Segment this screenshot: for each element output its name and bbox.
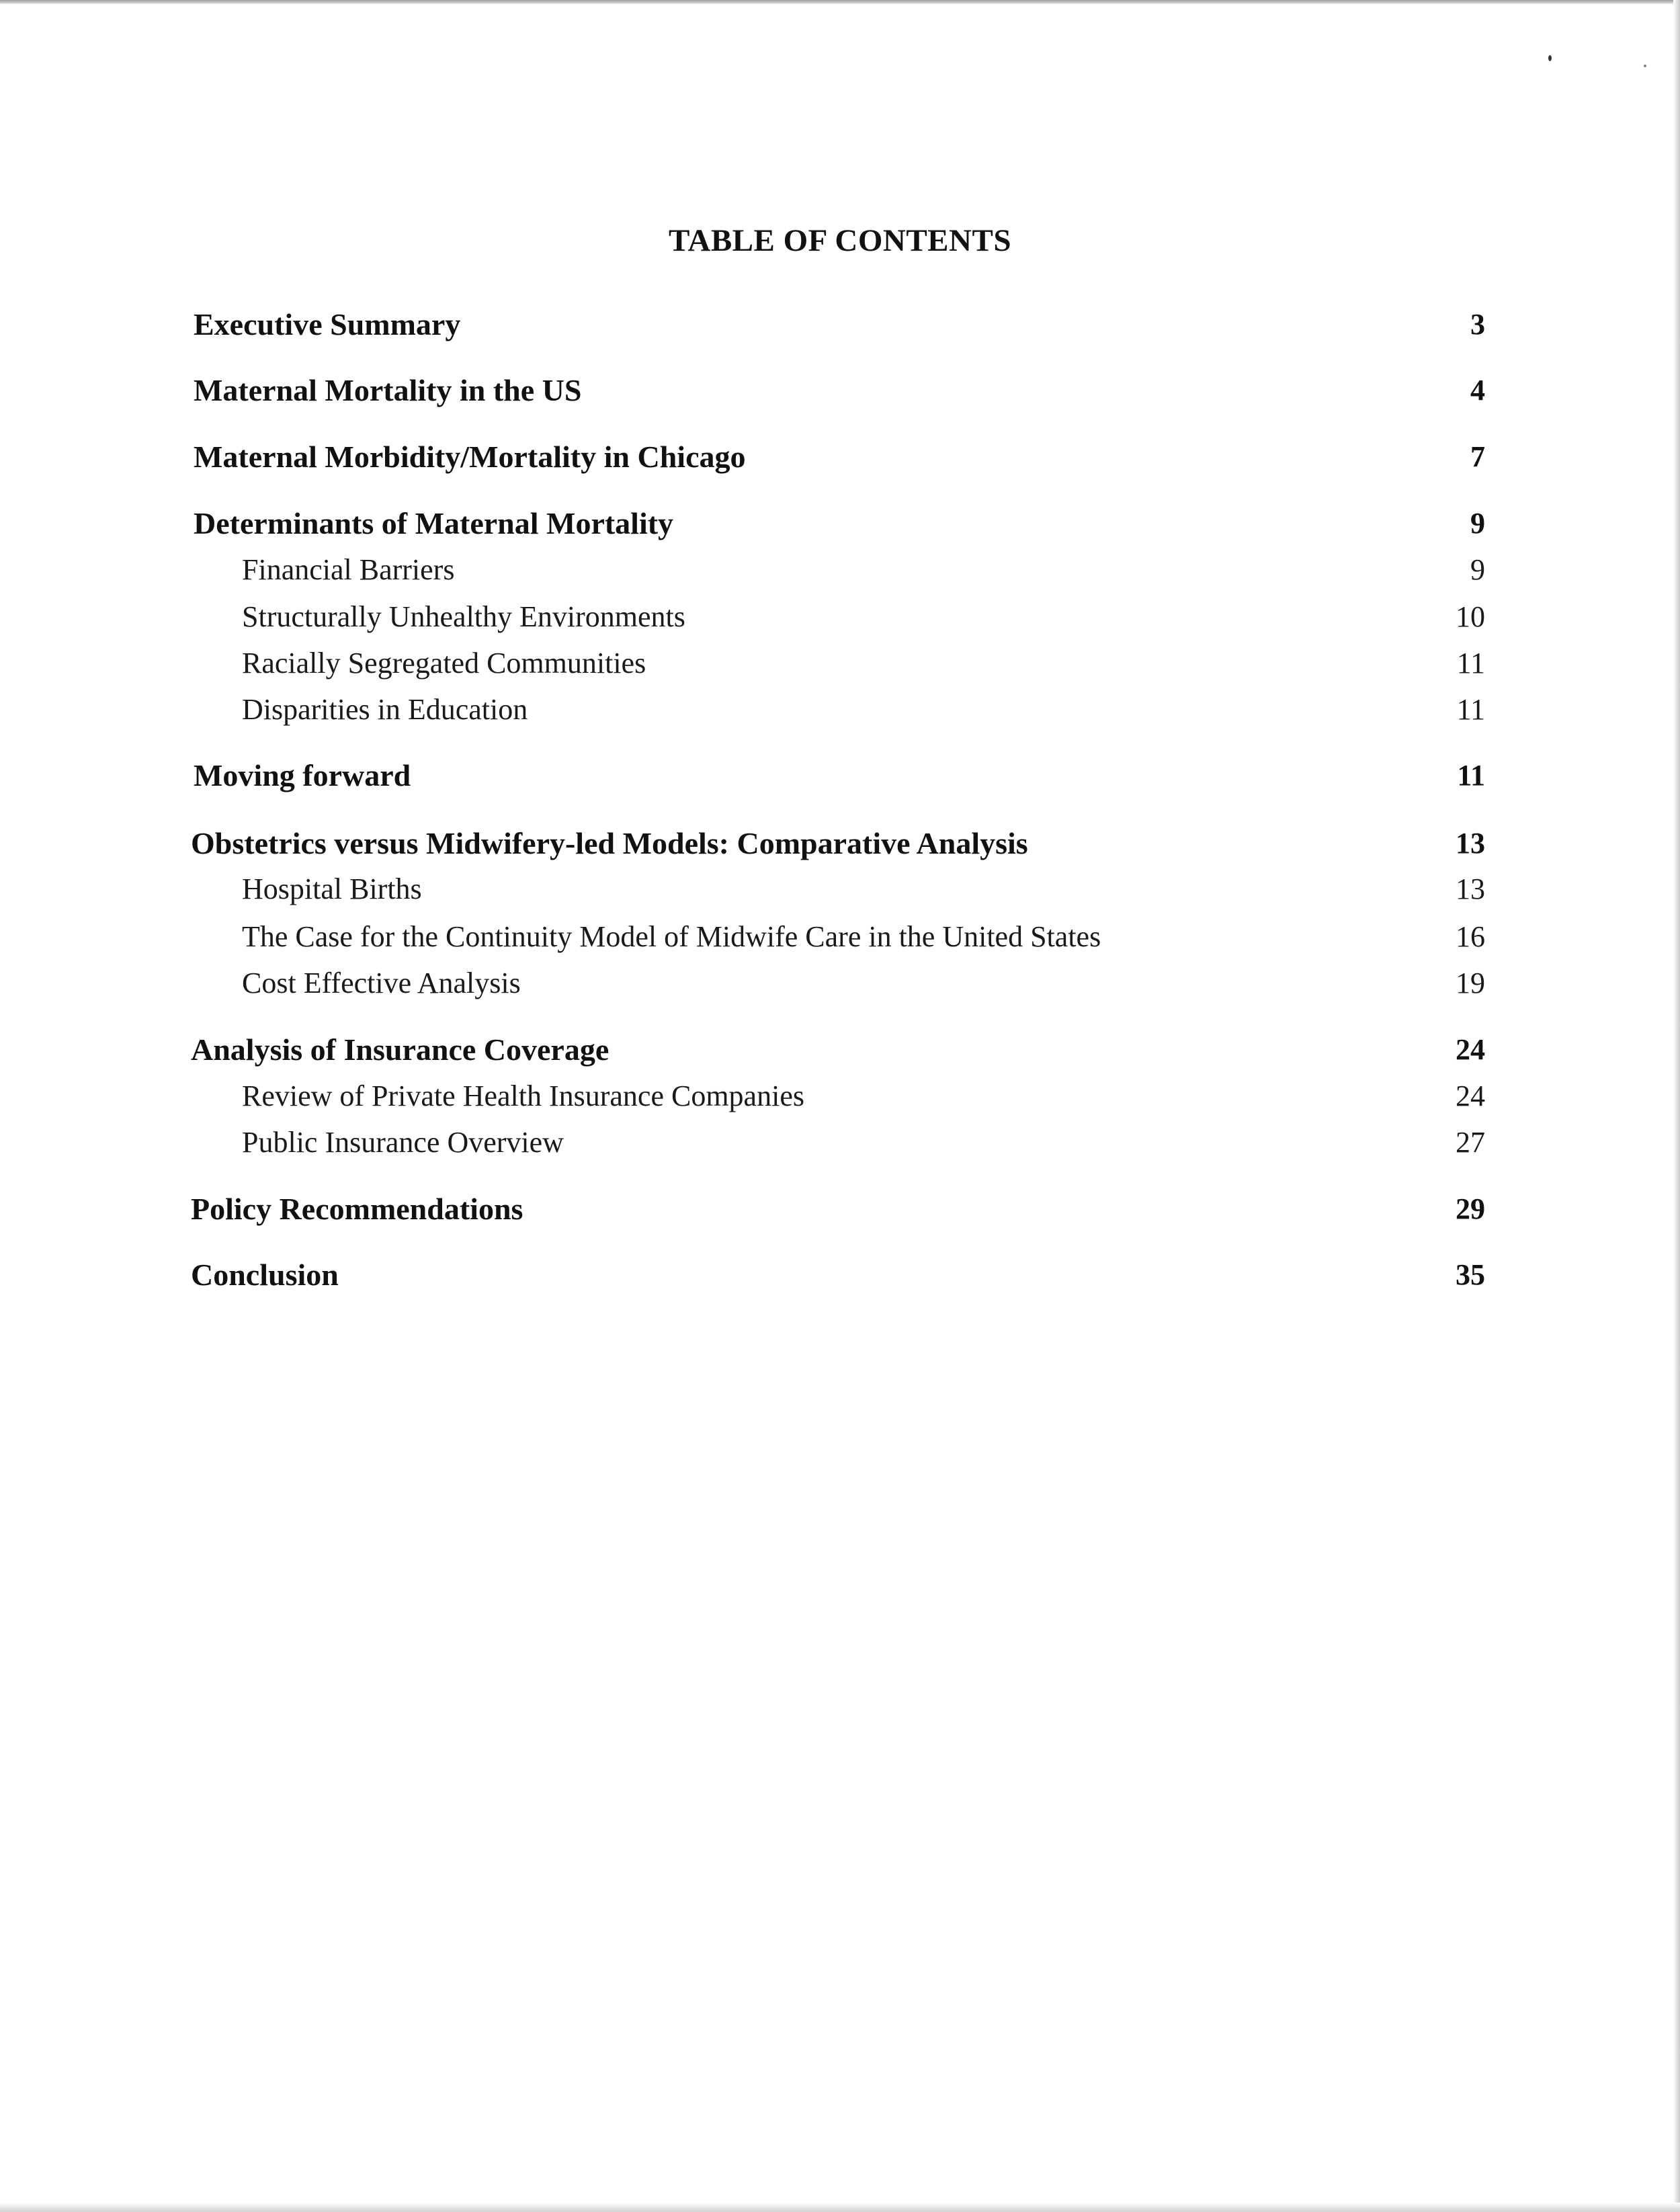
- toc-entry-label: Analysis of Insurance Coverage: [191, 1032, 610, 1067]
- toc-entry-page: 24: [1456, 1033, 1485, 1066]
- toc-subentry-cost-effective-analysis: [0, 960, 1680, 1007]
- toc-entry-page: 13: [1456, 827, 1485, 860]
- toc-entry-determinants: [0, 500, 1680, 547]
- toc-entry-page: 3: [1470, 308, 1485, 341]
- toc-subentry-unhealthy-environments: [0, 593, 1680, 641]
- toc-entry-page: 11: [1456, 647, 1485, 680]
- toc-entry-policy-recommendations: [0, 1186, 1680, 1233]
- toc-subentry-public-insurance: [0, 1119, 1680, 1166]
- toc-entry-page: 7: [1470, 440, 1485, 473]
- toc-entry-page: 19: [1456, 967, 1485, 999]
- toc-subentry-segregated-communities: [0, 640, 1680, 687]
- toc-entry-maternal-morbidity-chicago: [0, 434, 1680, 481]
- toc-entry-label: Review of Private Health Insurance Companies: [242, 1079, 804, 1112]
- toc-entry-page: 16: [1456, 920, 1485, 953]
- toc-entry-label: Public Insurance Overview: [242, 1126, 564, 1159]
- toc-entry-page: 27: [1456, 1126, 1485, 1159]
- toc-entry-page: 35: [1456, 1258, 1485, 1291]
- page-title: TABLE OF CONTENTS: [669, 223, 1011, 259]
- toc-subentry-continuity-model: [0, 913, 1680, 960]
- toc-entry-label: Conclusion: [191, 1258, 339, 1292]
- toc-entry-page: 10: [1456, 600, 1485, 633]
- toc-subentry-education-disparities: [0, 686, 1680, 733]
- toc-entry-label: Policy Recommendations: [191, 1192, 523, 1226]
- toc-entry-label: Disparities in Education: [242, 693, 528, 726]
- toc-subentry-financial-barriers: [0, 546, 1680, 593]
- toc-entry-insurance-coverage: [0, 1026, 1680, 1073]
- toc-entry-page: 4: [1470, 374, 1485, 407]
- toc-entry-conclusion: [0, 1252, 1680, 1299]
- toc-entry-obstetrics-midwifery: [0, 820, 1680, 867]
- toc-entry-label: The Case for the Continuity Model of Midwife Care in the United States: [242, 920, 1101, 953]
- toc-subentry-private-insurance: [0, 1073, 1680, 1120]
- toc-entry-label: Maternal Morbidity/Mortality in Chicago: [194, 440, 746, 474]
- toc-entry-label: Financial Barriers: [242, 553, 455, 586]
- toc-entry-label: Maternal Mortality in the US: [194, 373, 582, 407]
- toc-entry-page: 9: [1470, 553, 1485, 586]
- toc-entry-label: Cost Effective Analysis: [242, 967, 521, 999]
- toc-entry-label: Hospital Births: [242, 872, 422, 905]
- toc-entry-label: Executive Summary: [194, 307, 461, 341]
- toc-entry-label: Moving forward: [194, 758, 411, 792]
- toc-entry-page: 24: [1456, 1079, 1485, 1112]
- toc-entry-page: 29: [1456, 1192, 1485, 1225]
- toc-entry-page: 13: [1456, 872, 1485, 905]
- toc-entry-moving-forward: [0, 752, 1680, 799]
- toc-subentry-hospital-births: [0, 866, 1680, 913]
- toc-entry-label: Obstetrics versus Midwifery-led Models: Comparative Analysis: [191, 826, 1028, 860]
- toc-entry-page: 11: [1457, 759, 1485, 792]
- toc-entry-label: Structurally Unhealthy Environments: [242, 600, 685, 633]
- toc-entry-page: 11: [1456, 693, 1485, 726]
- toc-entry-label: Racially Segregated Communities: [242, 647, 646, 680]
- toc-entry-executive-summary: [0, 301, 1680, 348]
- toc-entry-maternal-mortality-us: [0, 367, 1680, 414]
- toc-entry-page: 9: [1470, 507, 1485, 540]
- toc-entry-label: Determinants of Maternal Mortality: [194, 506, 674, 540]
